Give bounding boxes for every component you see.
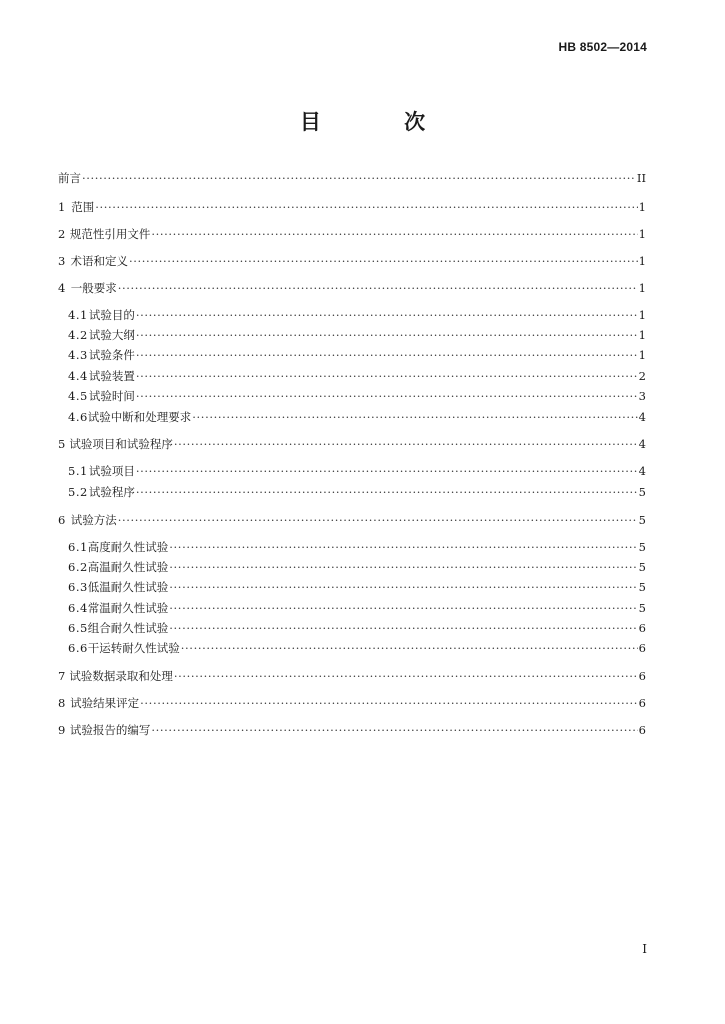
toc-entry-5-1[interactable]	[68, 463, 646, 479]
toc-number: 5.2	[68, 485, 88, 499]
toc-leader	[136, 347, 638, 363]
toc-leader	[118, 512, 638, 528]
toc-page: 4	[638, 464, 646, 478]
toc-leader	[136, 484, 638, 500]
toc-number: 4.3	[68, 348, 88, 362]
toc-leader	[174, 668, 638, 684]
toc-entry-foreword[interactable]	[58, 170, 646, 186]
toc-number: 5.1	[68, 464, 88, 478]
toc-leader	[136, 388, 638, 404]
toc-number: 6.3	[68, 580, 88, 594]
toc-leader	[169, 600, 637, 616]
toc-label: 试验数据录取和处理	[69, 669, 173, 683]
toc-label: 试验中断和处理要求	[87, 410, 192, 424]
toc-entry-6-5[interactable]	[68, 620, 646, 636]
page-title: 目 次	[299, 109, 464, 134]
toc-page: 1	[638, 281, 646, 295]
toc-label: 试验报告的编写	[69, 723, 151, 737]
toc-label: 常温耐久性试验	[87, 601, 169, 615]
toc-leader	[136, 368, 638, 384]
toc-label: 规范性引用文件	[69, 227, 151, 241]
toc-label: 前言	[58, 171, 81, 185]
toc-number: 5	[58, 437, 66, 451]
toc-number: 4.5	[68, 389, 88, 403]
toc-entry-6-1[interactable]	[68, 539, 646, 555]
toc-number: 7	[58, 669, 66, 683]
toc-page: II	[636, 171, 646, 185]
toc-label: 试验目的	[88, 308, 135, 322]
toc-entry-6-3[interactable]	[68, 579, 646, 595]
toc-label: 术语和定义	[70, 254, 128, 268]
toc-number: 6.4	[68, 601, 88, 615]
toc-label: 试验程序	[88, 485, 135, 499]
toc-leader	[181, 640, 638, 656]
toc-number: 9	[58, 723, 66, 737]
toc-page: 6	[638, 621, 646, 635]
toc-leader	[136, 307, 638, 323]
toc-label: 组合耐久性试验	[87, 621, 169, 635]
toc-page: 6	[638, 669, 646, 683]
toc-leader	[192, 409, 637, 425]
toc-entry-6[interactable]	[58, 512, 646, 528]
toc-leader	[136, 463, 638, 479]
toc-entry-5[interactable]	[58, 436, 646, 452]
toc-leader	[169, 620, 637, 636]
toc-page: 5	[638, 485, 646, 499]
toc-page: 1	[638, 328, 646, 342]
toc-page: 5	[638, 513, 646, 527]
toc-page: 6	[638, 641, 646, 655]
toc-entry-9[interactable]	[58, 722, 646, 738]
toc-entry-4-6[interactable]	[68, 409, 646, 425]
toc-number: 6.1	[68, 540, 88, 554]
toc-number: 6.2	[68, 560, 88, 574]
toc-entry-5-2[interactable]	[68, 484, 646, 500]
toc-page: 1	[638, 200, 646, 214]
toc-label: 高度耐久性试验	[87, 540, 169, 554]
toc-number: 4.4	[68, 369, 88, 383]
toc-leader	[169, 579, 637, 595]
toc-page: 1	[638, 254, 646, 268]
toc-label: 试验大纲	[88, 328, 135, 342]
toc-entry-6-6[interactable]	[68, 640, 646, 656]
toc-entry-1[interactable]	[58, 199, 646, 215]
toc-label: 试验时间	[88, 389, 135, 403]
toc-number: 4	[58, 281, 66, 295]
toc-page: 4	[638, 410, 646, 424]
toc-leader	[118, 280, 638, 296]
toc-leader	[129, 253, 638, 269]
toc-number: 3	[58, 254, 66, 268]
toc-page: 2	[638, 369, 646, 383]
document-code: HB 8502—2014	[558, 40, 647, 54]
toc-number: 6.6	[68, 641, 88, 655]
toc-number: 6.5	[68, 621, 88, 635]
toc-entry-7[interactable]	[58, 668, 646, 684]
toc-number: 1	[58, 200, 66, 214]
toc-page: 5	[638, 601, 646, 615]
toc-number: 6	[58, 513, 66, 527]
toc-entry-4-1[interactable]	[68, 307, 646, 323]
toc-label: 范围	[71, 200, 95, 214]
toc-entry-6-2[interactable]	[68, 559, 646, 575]
page-number: I	[642, 942, 647, 956]
toc-page: 1	[638, 227, 646, 241]
toc-label: 低温耐久性试验	[87, 580, 169, 594]
toc-number: 4.6	[68, 410, 88, 424]
toc-page: 6	[638, 696, 646, 710]
toc-entry-8[interactable]	[58, 695, 646, 711]
toc-number: 4.2	[68, 328, 88, 342]
toc-entry-4-5[interactable]	[68, 388, 646, 404]
toc-page: 4	[638, 437, 646, 451]
toc-leader	[95, 199, 637, 215]
toc-leader	[140, 695, 638, 711]
toc-label: 一般要求	[70, 281, 117, 295]
toc-label: 试验方法	[70, 513, 117, 527]
toc-number: 2	[58, 227, 66, 241]
toc-label: 干运转耐久性试验	[87, 641, 180, 655]
toc-label: 试验结果评定	[70, 696, 140, 710]
toc-entry-4-4[interactable]	[68, 368, 646, 384]
toc-number: 8	[58, 696, 66, 710]
toc-entry-3[interactable]	[58, 253, 646, 269]
toc-leader	[151, 226, 637, 242]
toc-page: 5	[638, 540, 646, 554]
toc-page: 3	[638, 389, 646, 403]
toc-leader	[151, 722, 637, 738]
toc-page: 1	[638, 308, 646, 322]
toc-entry-4-3[interactable]	[68, 347, 646, 363]
toc-entry-6-4[interactable]	[68, 600, 646, 616]
toc-entry-2[interactable]	[58, 226, 646, 242]
toc-label: 试验装置	[88, 369, 135, 383]
toc-label: 试验项目	[88, 464, 135, 478]
toc-label: 试验条件	[88, 348, 135, 362]
toc-leader	[136, 327, 638, 343]
toc-page: 5	[638, 560, 646, 574]
toc-page: 5	[638, 580, 646, 594]
toc-entry-4-2[interactable]	[68, 327, 646, 343]
toc-leader	[174, 436, 638, 452]
toc-label: 试验项目和试验程序	[69, 437, 173, 451]
toc-page: 6	[638, 723, 646, 737]
toc-leader	[82, 170, 636, 186]
toc-entry-4[interactable]	[58, 280, 646, 296]
toc-leader	[169, 539, 637, 555]
toc-leader	[169, 559, 637, 575]
toc-number: 4.1	[68, 308, 88, 322]
toc-page: 1	[638, 348, 646, 362]
toc-label: 高温耐久性试验	[87, 560, 169, 574]
